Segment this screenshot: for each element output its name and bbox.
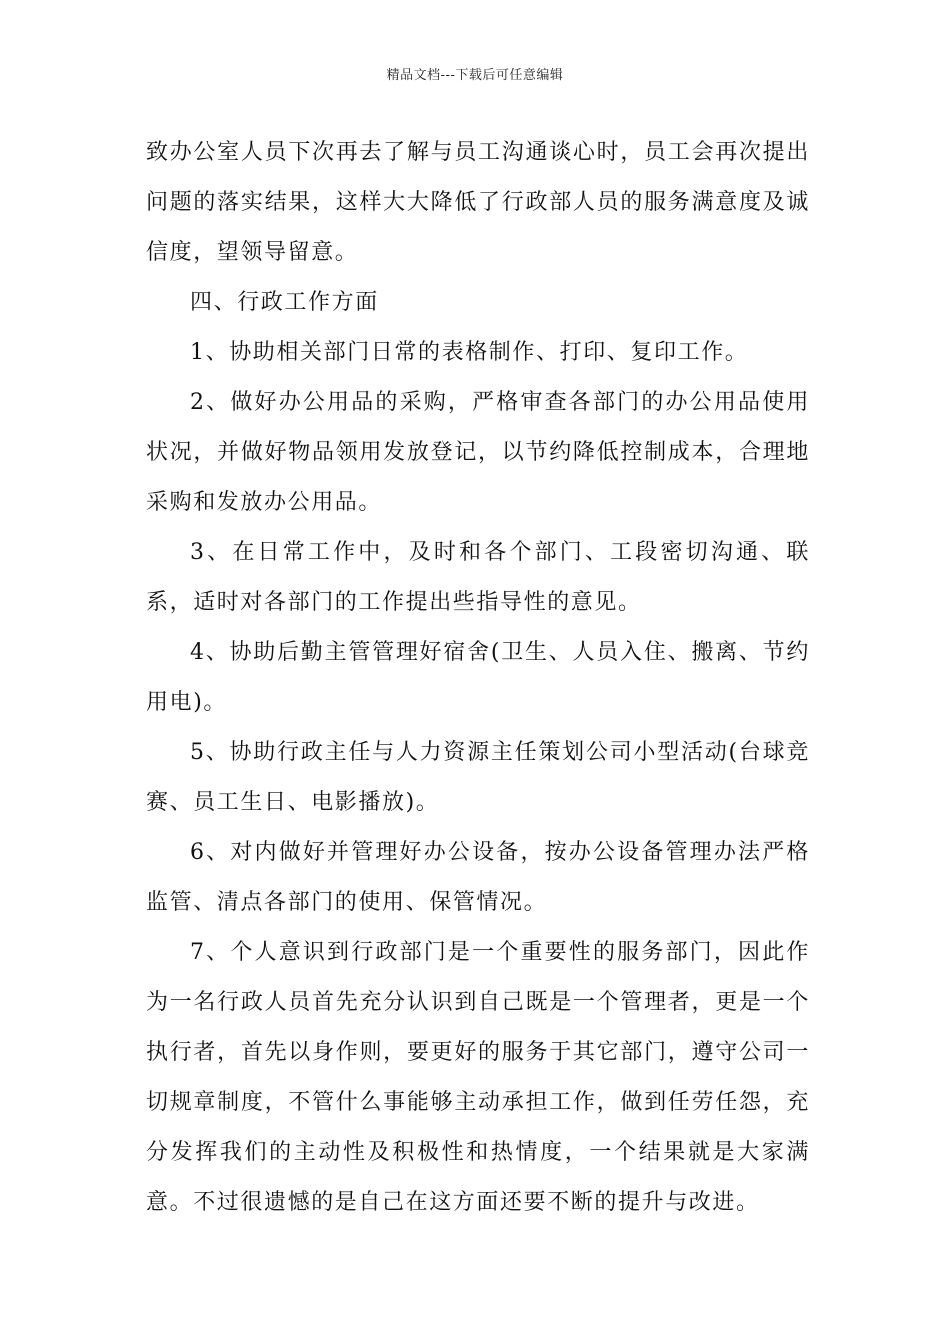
page-header: 精品文档---下载后可任意编辑	[386, 68, 564, 83]
document-body	[146, 128, 810, 1228]
list-item: 6、对内做好并管理好办公设备，按办公设备管理办法严格监管、清点各部门的使用、保管情况。	[146, 840, 810, 915]
list-item: 7、个人意识到行政部门是一个重要性的服务部门，因此作为一名行政人员首先充分认识到自己既是一个管理者，更是一个执行者，首先以身作则，要更好的服务于其它部门，遵守公司一切规章制度，不管什么事能够主动承担工作，做到任劳任怨，充分发挥我们的主动性及积极性和热情度，一个结果就是大家满意。不过很遗憾的是自己在这方面还要不断的提升与改进。	[146, 940, 810, 1215]
section-heading: 四、行政工作方面	[190, 290, 379, 315]
list-item: 5、协助行政主任与人力资源主任策划公司小型活动(台球竞赛、员工生日、电影播放)。	[146, 740, 810, 815]
list-item: 2、做好办公用品的采购，严格审查各部门的办公用品使用状况，并做好物品领用发放登记，以节约降低控制成本，合理地采购和发放办公用品。	[146, 390, 810, 515]
list-item: 4、协助后勤主管管理好宿舍(卫生、人员入住、搬离、节约用电)。	[146, 640, 810, 715]
paragraph: 致办公室人员下次再去了解与员工沟通谈心时，员工会再次提出问题的落实结果，这样大大降低了行政部人员的服务满意度及诚信度，望领导留意。	[146, 140, 810, 265]
list-item: 1、协助相关部门日常的表格制作、打印、复印工作。	[190, 340, 749, 365]
list-item: 3、在日常工作中，及时和各个部门、工段密切沟通、联系，适时对各部门的工作提出些指导性的意见。	[146, 540, 810, 615]
